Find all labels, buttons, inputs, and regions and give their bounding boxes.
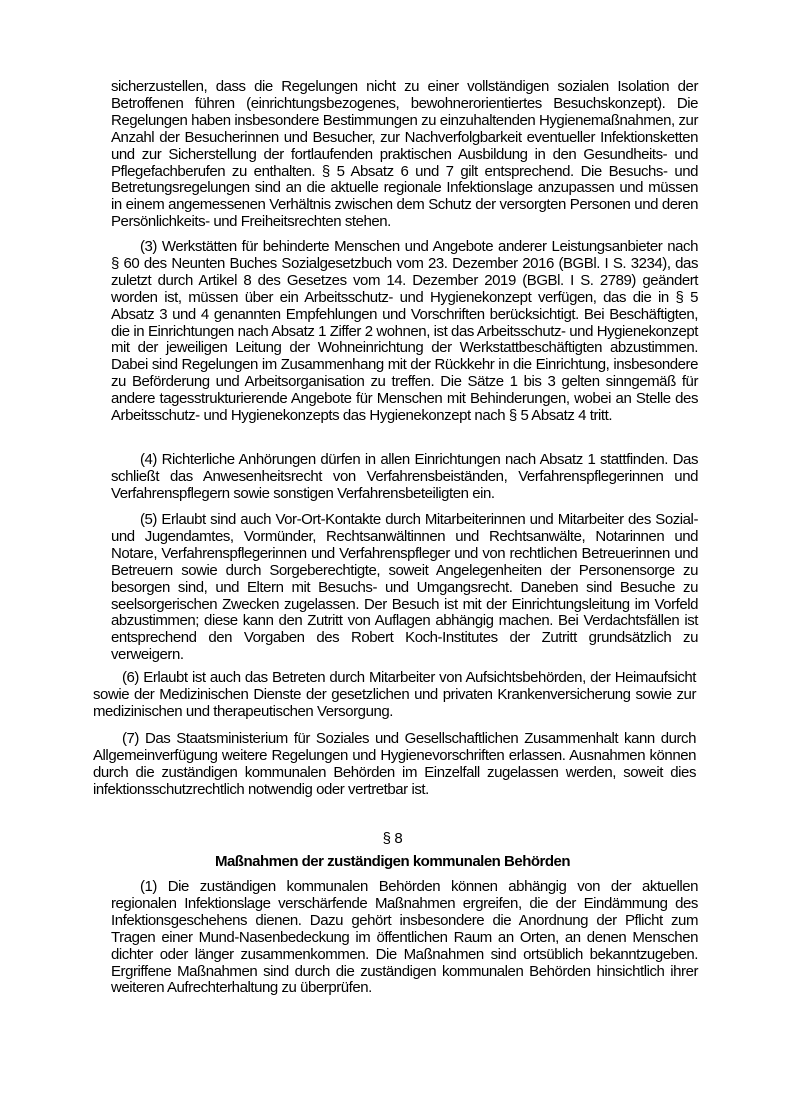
section-title: Maßnahmen der zuständigen kommunalen Behörden [214, 853, 571, 870]
paragraph-section8-absatz-1: (1) Die zuständigen kommunalen Behörden können abhängig von der aktuellen regionalen Infektionslage verschärfende Maßnahmen ergreifen, die der Eindämmung des Infektionsgeschehens dienen. Dazu gehört insbesondere die Anordnung der Pflicht zum Tragen einer Mund-Nasenbedeckung im öffentlichen Raum an Orten, an denen Menschen dichter oder länger zusammenkommen. Die Maßnahmen sind ortsüblich bekanntzugeben. Ergriffene Maßnahmen sind durch die zuständigen kommunalen Behörden hinsichtlich ihrer weiteren Aufrechterhaltung zu überprüfen. [111, 878, 698, 997]
paragraph-continuation: sicherzustellen, dass die Regelungen nicht zu einer vollständigen sozialen Isolation der Betroffenen führen (einrichtungsbezogenes, bewohnerorientiertes Besuchskonzept). Die Regelungen haben insbesondere Bestimmungen zu einzuhaltenden Hygienemaßnahmen, zur Anzahl der Besucherinnen und Besucher, zur Nachverfolgbarkeit eventueller Infektionsketten und zur Sicherstellung der fortlaufenden praktischen Ausbildung in den Gesundheits- und Pflegefachberufen zu enthalten. § 5 Absatz 6 und 7 gilt entsprechend. Die Besuchs- und Betretungsregelungen sind an die aktuelle regionale Infektionslage anzupassen und müssen in einem angemessenen Verhältnis zwischen dem Schutz der versorgten Personen und deren Persönlichkeits- und Freiheitsrechten stehen. [111, 78, 698, 231]
paragraph-absatz-6: (6) Erlaubt ist auch das Betreten durch Mitarbeiter von Aufsichtsbehörden, der Heimaufsicht sowie der Medizinischen Dienste der gesetzlichen und privaten Krankenversicherung sowie zur medizinischen und therapeutischen Versorgung. [93, 669, 696, 720]
paragraph-absatz-3: (3) Werkstätten für behinderte Menschen und Angebote anderer Leistungsanbieter nach § 60 des Neunten Buches Sozialgesetzbuch vom 23. Dezember 2016 (BGBl. I S. 3234), das zuletzt durch Artikel 8 des Gesetzes vom 14. Dezember 2019 (BGBl. I S. 2789) geändert worden ist, müssen über ein Arbeitsschutz- und Hygienekonzept verfügen, das die in § 5 Absatz 3 und 4 genannten Empfehlungen und Vorschriften berücksichtigt. Bei Beschäftigten, die in Einrichtungen nach Absatz 1 Ziffer 2 wohnen, ist das Arbeitsschutz- und Hygienekonzept mit der jeweiligen Leitung der Wohneinrichtung der Werkstattbeschäftigten abzustimmen. Dabei sind Regelungen im Zusammenhang mit der Rückkehr in die Einrichtung, insbesondere zu Beförderung und Arbeitsorganisation zu treffen. Die Sätze 1 bis 3 gelten sinngemäß für andere tagesstrukturierende Angebote für Menschen mit Behinderungen, wobei an Stelle des Arbeitsschutz- und Hygienekonzepts das Hygienekonzept nach § 5 Absatz 4 tritt. [111, 238, 698, 425]
paragraph-absatz-7: (7) Das Staatsministerium für Soziales und Gesellschaftlichen Zusammenhalt kann durch Allgemeinverfügung weitere Regelungen und Hygienevorschriften erlassen. Ausnahmen können durch die zuständigen kommunalen Behörden im Einzelfall zugelassen werden, soweit dies infektionsschutzrechtlich notwendig oder vertretbar ist. [93, 730, 696, 798]
paragraph-absatz-5: (5) Erlaubt sind auch Vor-Ort-Kontakte durch Mitarbeiterinnen und Mitarbeiter des Sozial- und Jugendamtes, Vormünder, Rechtsanwältinnen und Rechtsanwälte, Notarinnen und Notare, Verfahrenspflegerinnen und Verfahrenspfleger und von rechtlichen Betreuerinnen und Betreuern sowie durch Sorgeberechtigte, soweit Angelegenheiten der Personensorge zu besorgen sind, und Eltern mit Besuchs- und Umgangsrecht. Daneben sind Besuche zu seelsorgerischen Zwecken zugelassen. Der Besuch ist mit der Einrichtungsleitung im Vorfeld abzustimmen; diese kann den Zutritt von Auflagen abhängig machen. Bei Verdachtsfällen ist entsprechend den Vorgaben des Robert Koch-Institutes der Zutritt grundsätzlich zu verweigern. [111, 511, 698, 664]
section-number: § 8 [382, 830, 403, 847]
paragraph-absatz-4: (4) Richterliche Anhörungen dürfen in allen Einrichtungen nach Absatz 1 stattfinden. Das schließt das Anwesenheitsrecht von Verfahrensbeiständen, Verfahrenspflegerinnen und Verfahrenspflegern sowie sonstigen Verfahrensbeteiligten ein. [111, 451, 698, 502]
